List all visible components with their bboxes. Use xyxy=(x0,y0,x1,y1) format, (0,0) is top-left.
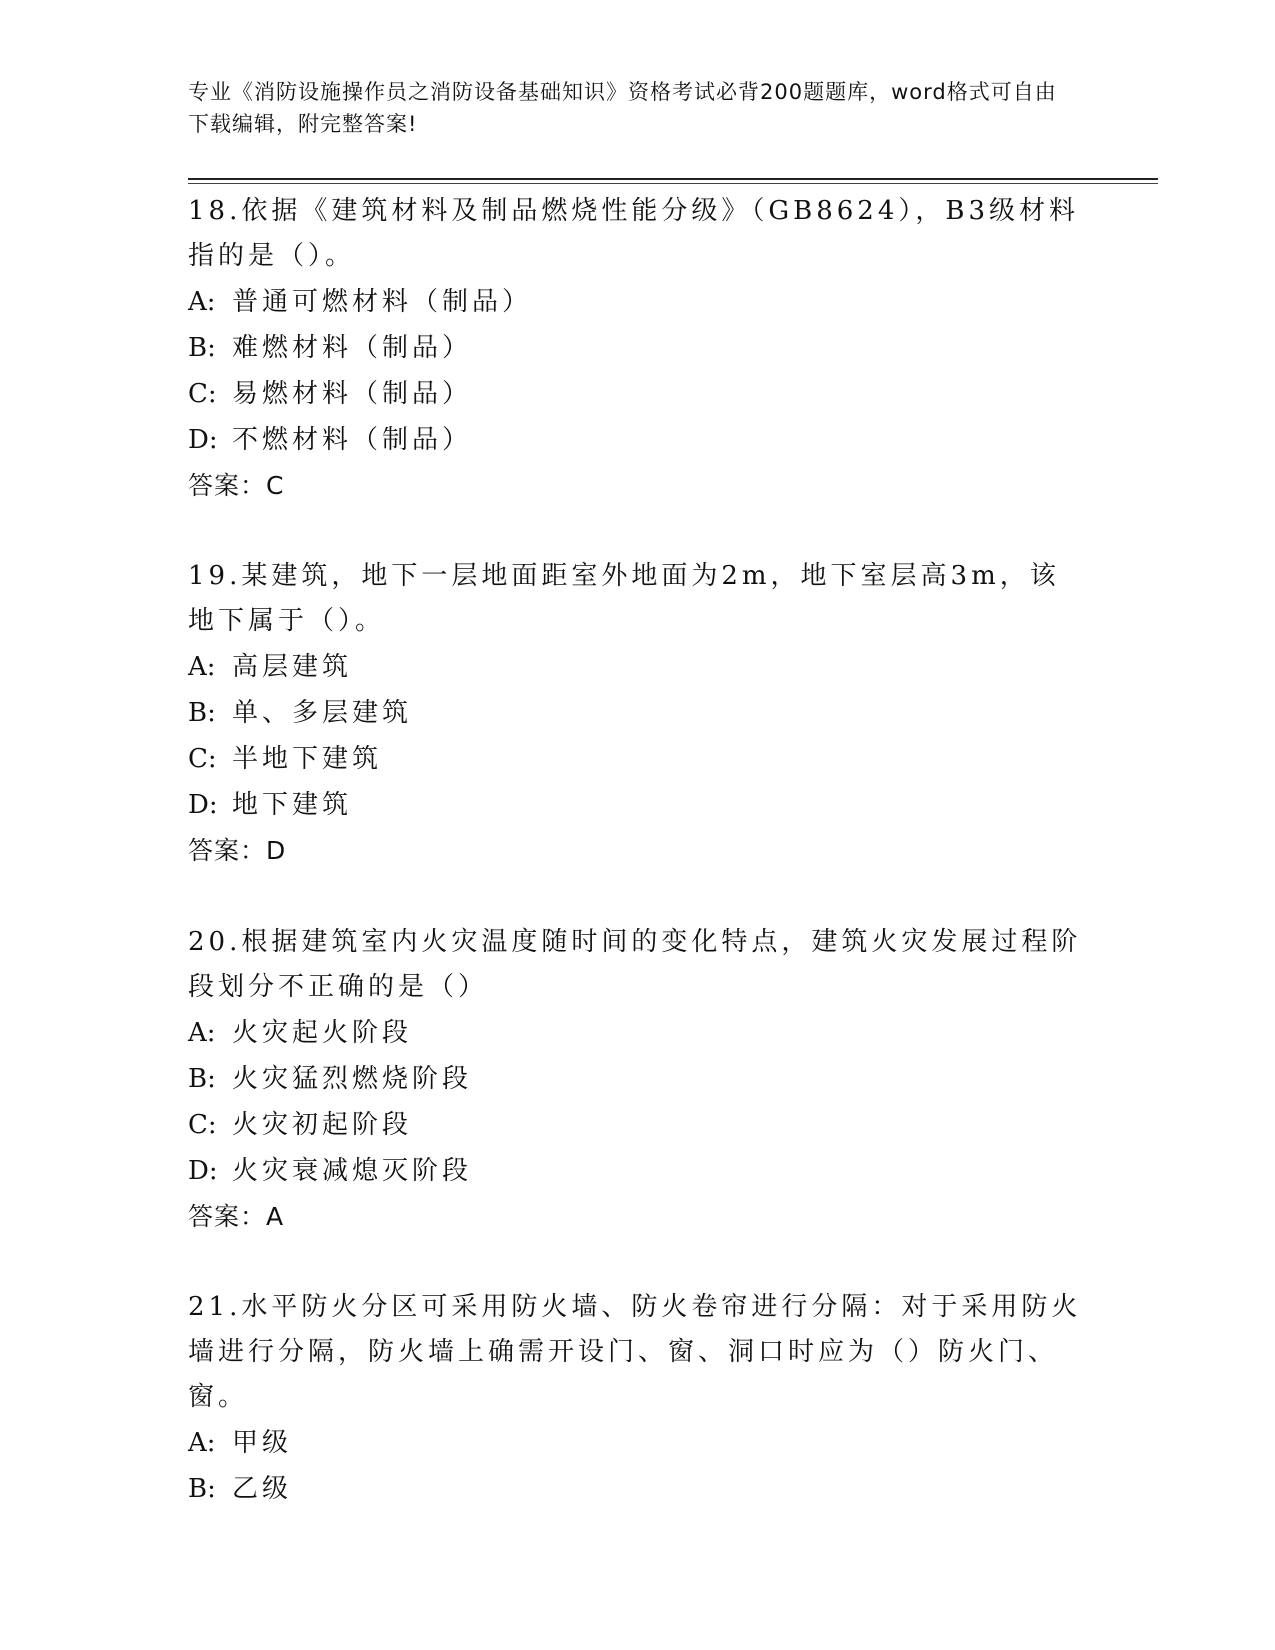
option-d xyxy=(188,782,1088,828)
option-letter: C: xyxy=(188,379,217,409)
option-text: 高层建筑 xyxy=(232,652,353,682)
option-a xyxy=(188,644,1088,690)
option-text: 易燃材料（制品） xyxy=(232,379,473,409)
option-text: 难燃材料（制品） xyxy=(232,333,473,363)
option-letter: D: xyxy=(188,790,218,820)
option-letter: B: xyxy=(188,698,216,728)
option-text: 单、多层建筑 xyxy=(232,698,413,728)
option-text: 火灾猛烈燃烧阶段 xyxy=(232,1064,473,1094)
option-d xyxy=(188,417,1088,463)
option-letter: C: xyxy=(188,744,217,774)
option-letter: A: xyxy=(188,652,216,682)
question-stem: 18.依据《建筑材料及制品燃烧性能分级》（GB8624），B3级材料指的是（）。 xyxy=(188,196,1080,271)
option-b xyxy=(188,1056,1088,1102)
option-letter: A: xyxy=(188,1018,216,1048)
option-letter: B: xyxy=(188,1474,216,1504)
option-letter: B: xyxy=(188,333,216,363)
option-letter: D: xyxy=(188,425,218,455)
option-letter: C: xyxy=(188,1110,217,1140)
option-text: 地下建筑 xyxy=(232,790,353,820)
option-letter: A: xyxy=(188,1428,216,1458)
option-letter: D: xyxy=(188,1156,218,1186)
question-19 xyxy=(188,554,1088,874)
option-c xyxy=(188,1102,1088,1148)
option-c xyxy=(188,736,1088,782)
option-text: 火灾起火阶段 xyxy=(232,1018,413,1048)
question-stem: 20.根据建筑室内火灾温度随时间的变化特点，建筑火灾发展过程阶段划分不正确的是（） xyxy=(188,927,1082,1002)
answer-line: 答案：C xyxy=(188,471,285,500)
header-divider-thick xyxy=(188,178,1158,180)
question-18 xyxy=(188,189,1088,509)
option-b xyxy=(188,1466,1088,1512)
option-a xyxy=(188,279,1088,325)
option-d xyxy=(188,1148,1088,1194)
answer-line: 答案：A xyxy=(188,1202,285,1231)
option-text: 普通可燃材料（制品） xyxy=(232,287,533,317)
option-text: 火灾初起阶段 xyxy=(232,1110,413,1140)
question-21 xyxy=(188,1285,1088,1512)
option-letter: A: xyxy=(188,287,216,317)
option-text: 不燃材料（制品） xyxy=(232,425,473,455)
option-letter: B: xyxy=(188,1064,216,1094)
question-stem: 21.水平防火分区可采用防火墙、防火卷帘进行分隔：对于采用防火墙进行分隔，防火墙上确需开设门、窗、洞口时应为（）防火门、窗。 xyxy=(188,1292,1082,1412)
option-c xyxy=(188,371,1088,417)
question-20 xyxy=(188,920,1088,1240)
option-a xyxy=(188,1420,1088,1466)
option-b xyxy=(188,690,1088,736)
header-divider-thin xyxy=(188,183,1158,184)
option-a xyxy=(188,1010,1088,1056)
document-header: 专业《消防设施操作员之消防设备基础知识》资格考试必背200题题库，word格式可自由下载编辑，附完整答案! xyxy=(188,80,1057,136)
option-text: 火灾衰减熄灭阶段 xyxy=(232,1156,473,1186)
answer-line: 答案：D xyxy=(188,836,287,865)
question-stem: 19.某建筑，地下一层地面距室外地面为2m，地下室层高3m，该地下属于（）。 xyxy=(188,561,1060,636)
option-text: 半地下建筑 xyxy=(232,744,383,774)
option-text: 乙级 xyxy=(232,1474,293,1504)
option-b xyxy=(188,325,1088,371)
option-text: 甲级 xyxy=(232,1428,293,1458)
